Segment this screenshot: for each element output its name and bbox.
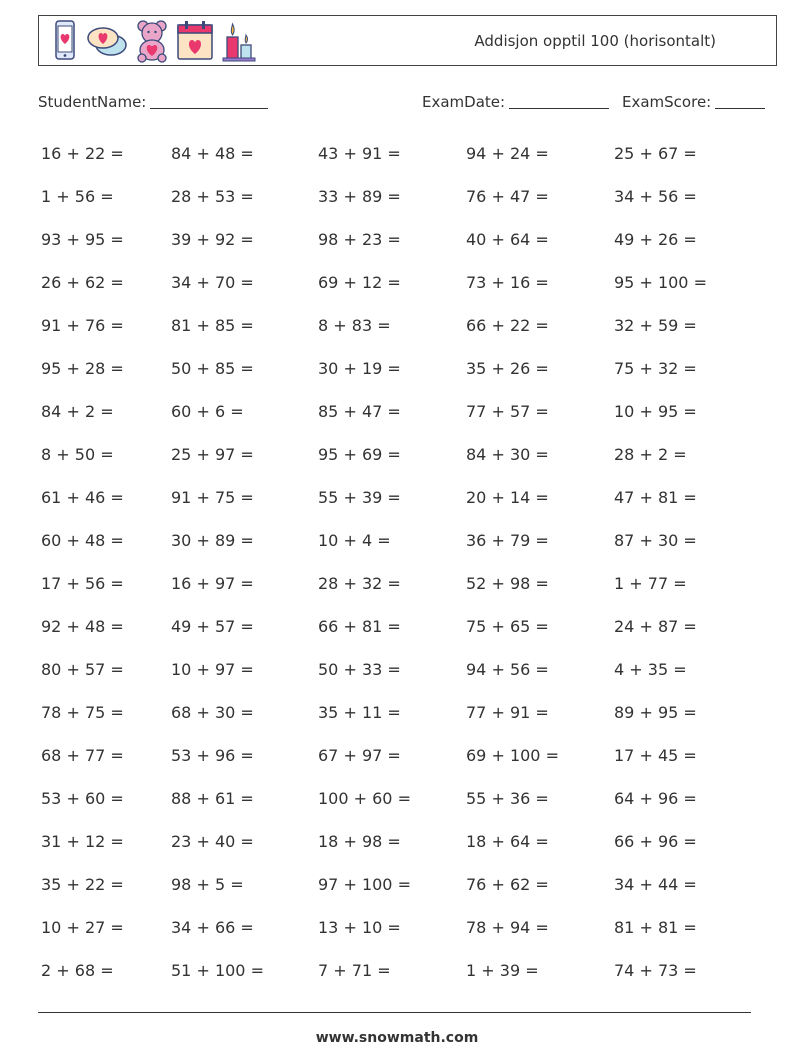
problem-cell: 4 + 35 = xyxy=(614,660,687,679)
chat-hearts-icon xyxy=(85,19,129,63)
problem-cell: 87 + 30 = xyxy=(614,531,697,550)
problem-cell: 25 + 67 = xyxy=(614,144,697,163)
problem-cell: 78 + 75 = xyxy=(41,703,124,722)
problem-cell: 16 + 97 = xyxy=(171,574,254,593)
problem-cell: 81 + 85 = xyxy=(171,316,254,335)
problem-cell: 50 + 33 = xyxy=(318,660,401,679)
problem-cell: 69 + 100 = xyxy=(466,746,559,765)
problem-cell: 28 + 32 = xyxy=(318,574,401,593)
problem-cell: 8 + 50 = xyxy=(41,445,114,464)
problem-cell: 30 + 19 = xyxy=(318,359,401,378)
problem-cell: 84 + 48 = xyxy=(171,144,254,163)
exam-score-blank[interactable] xyxy=(715,94,765,109)
problem-cell: 10 + 27 = xyxy=(41,918,124,937)
problem-cell: 24 + 87 = xyxy=(614,617,697,636)
problem-cell: 10 + 95 = xyxy=(614,402,697,421)
problem-cell: 93 + 95 = xyxy=(41,230,124,249)
problem-cell: 60 + 6 = xyxy=(171,402,244,421)
problem-cell: 95 + 69 = xyxy=(318,445,401,464)
student-name-field xyxy=(38,93,268,111)
footer-url: www.snowmath.com xyxy=(315,1030,479,1046)
problem-cell: 34 + 44 = xyxy=(614,875,697,894)
problem-cell: 77 + 91 = xyxy=(466,703,549,722)
student-name-blank[interactable] xyxy=(150,94,268,109)
problem-cell: 28 + 2 = xyxy=(614,445,687,464)
problem-cell: 47 + 81 = xyxy=(614,488,697,507)
problem-cell: 36 + 79 = xyxy=(466,531,549,550)
worksheet-title: Addisjon opptil 100 (horisontalt) xyxy=(474,32,716,50)
problem-cell: 23 + 40 = xyxy=(171,832,254,851)
problem-cell: 26 + 62 = xyxy=(41,273,124,292)
problem-cell: 81 + 81 = xyxy=(614,918,697,937)
problem-cell: 17 + 56 = xyxy=(41,574,124,593)
problem-cell: 91 + 75 = xyxy=(171,488,254,507)
problem-cell: 10 + 4 = xyxy=(318,531,391,550)
candles-icon xyxy=(219,19,259,63)
problem-cell: 67 + 97 = xyxy=(318,746,401,765)
problem-cell: 50 + 85 = xyxy=(171,359,254,378)
problem-cell: 30 + 89 = xyxy=(171,531,254,550)
problem-cell: 98 + 23 = xyxy=(318,230,401,249)
icon-strip xyxy=(49,19,259,63)
problem-cell: 94 + 24 = xyxy=(466,144,549,163)
footer-divider xyxy=(38,1012,751,1013)
problem-cell: 35 + 26 = xyxy=(466,359,549,378)
problem-cell: 1 + 56 = xyxy=(41,187,114,206)
problem-cell: 92 + 48 = xyxy=(41,617,124,636)
problem-cell: 94 + 56 = xyxy=(466,660,549,679)
problem-cell: 43 + 91 = xyxy=(318,144,401,163)
problem-cell: 34 + 70 = xyxy=(171,273,254,292)
problem-cell: 35 + 22 = xyxy=(41,875,124,894)
exam-date-blank[interactable] xyxy=(509,94,609,109)
problem-cell: 95 + 28 = xyxy=(41,359,124,378)
problem-cell: 10 + 97 = xyxy=(171,660,254,679)
exam-score-label: ExamScore: xyxy=(622,93,712,111)
problem-cell: 85 + 47 = xyxy=(318,402,401,421)
problem-cell: 64 + 96 = xyxy=(614,789,697,808)
phone-heart-icon xyxy=(49,19,81,63)
exam-date-field xyxy=(422,93,609,111)
problem-cell: 20 + 14 = xyxy=(466,488,549,507)
problem-cell: 49 + 57 = xyxy=(171,617,254,636)
problem-cell: 49 + 26 = xyxy=(614,230,697,249)
problem-cell: 16 + 22 = xyxy=(41,144,124,163)
problem-cell: 34 + 66 = xyxy=(171,918,254,937)
exam-score-field xyxy=(622,93,765,111)
problem-cell: 52 + 98 = xyxy=(466,574,549,593)
problem-cell: 1 + 77 = xyxy=(614,574,687,593)
exam-date-label: ExamDate: xyxy=(422,93,506,111)
problem-cell: 35 + 11 = xyxy=(318,703,401,722)
problem-cell: 100 + 60 = xyxy=(318,789,411,808)
problem-cell: 76 + 62 = xyxy=(466,875,549,894)
problem-cell: 13 + 10 = xyxy=(318,918,401,937)
problem-cell: 88 + 61 = xyxy=(171,789,254,808)
problem-cell: 60 + 48 = xyxy=(41,531,124,550)
problem-cell: 28 + 53 = xyxy=(171,187,254,206)
calendar-heart-icon xyxy=(175,19,215,63)
problem-cell: 76 + 47 = xyxy=(466,187,549,206)
problem-cell: 66 + 22 = xyxy=(466,316,549,335)
problem-cell: 68 + 77 = xyxy=(41,746,124,765)
problem-cell: 18 + 98 = xyxy=(318,832,401,851)
header-box xyxy=(38,15,777,66)
problem-cell: 98 + 5 = xyxy=(171,875,244,894)
problem-cell: 84 + 2 = xyxy=(41,402,114,421)
problem-cell: 89 + 95 = xyxy=(614,703,697,722)
problem-cell: 77 + 57 = xyxy=(466,402,549,421)
problem-cell: 55 + 39 = xyxy=(318,488,401,507)
problem-cell: 78 + 94 = xyxy=(466,918,549,937)
problem-cell: 53 + 96 = xyxy=(171,746,254,765)
problem-cell: 68 + 30 = xyxy=(171,703,254,722)
problem-cell: 18 + 64 = xyxy=(466,832,549,851)
problem-cell: 75 + 32 = xyxy=(614,359,697,378)
problem-cell: 2 + 68 = xyxy=(41,961,114,980)
problem-cell: 84 + 30 = xyxy=(466,445,549,464)
problem-cell: 33 + 89 = xyxy=(318,187,401,206)
problem-cell: 25 + 97 = xyxy=(171,445,254,464)
problem-cell: 8 + 83 = xyxy=(318,316,391,335)
problem-cell: 55 + 36 = xyxy=(466,789,549,808)
problem-cell: 39 + 92 = xyxy=(171,230,254,249)
problem-cell: 31 + 12 = xyxy=(41,832,124,851)
problem-cell: 17 + 45 = xyxy=(614,746,697,765)
problem-cell: 1 + 39 = xyxy=(466,961,539,980)
problem-cell: 53 + 60 = xyxy=(41,789,124,808)
problem-cell: 66 + 81 = xyxy=(318,617,401,636)
problem-cell: 7 + 71 = xyxy=(318,961,391,980)
student-name-label: StudentName: xyxy=(38,93,147,111)
problem-cell: 95 + 100 = xyxy=(614,273,707,292)
problem-cell: 32 + 59 = xyxy=(614,316,697,335)
problem-cell: 75 + 65 = xyxy=(466,617,549,636)
problem-cell: 69 + 12 = xyxy=(318,273,401,292)
problem-cell: 40 + 64 = xyxy=(466,230,549,249)
problem-cell: 80 + 57 = xyxy=(41,660,124,679)
problem-cell: 91 + 76 = xyxy=(41,316,124,335)
teddy-bear-icon xyxy=(133,19,171,63)
problem-cell: 51 + 100 = xyxy=(171,961,264,980)
problem-cell: 97 + 100 = xyxy=(318,875,411,894)
problem-cell: 34 + 56 = xyxy=(614,187,697,206)
problem-cell: 61 + 46 = xyxy=(41,488,124,507)
problem-cell: 66 + 96 = xyxy=(614,832,697,851)
problem-cell: 73 + 16 = xyxy=(466,273,549,292)
problem-cell: 74 + 73 = xyxy=(614,961,697,980)
